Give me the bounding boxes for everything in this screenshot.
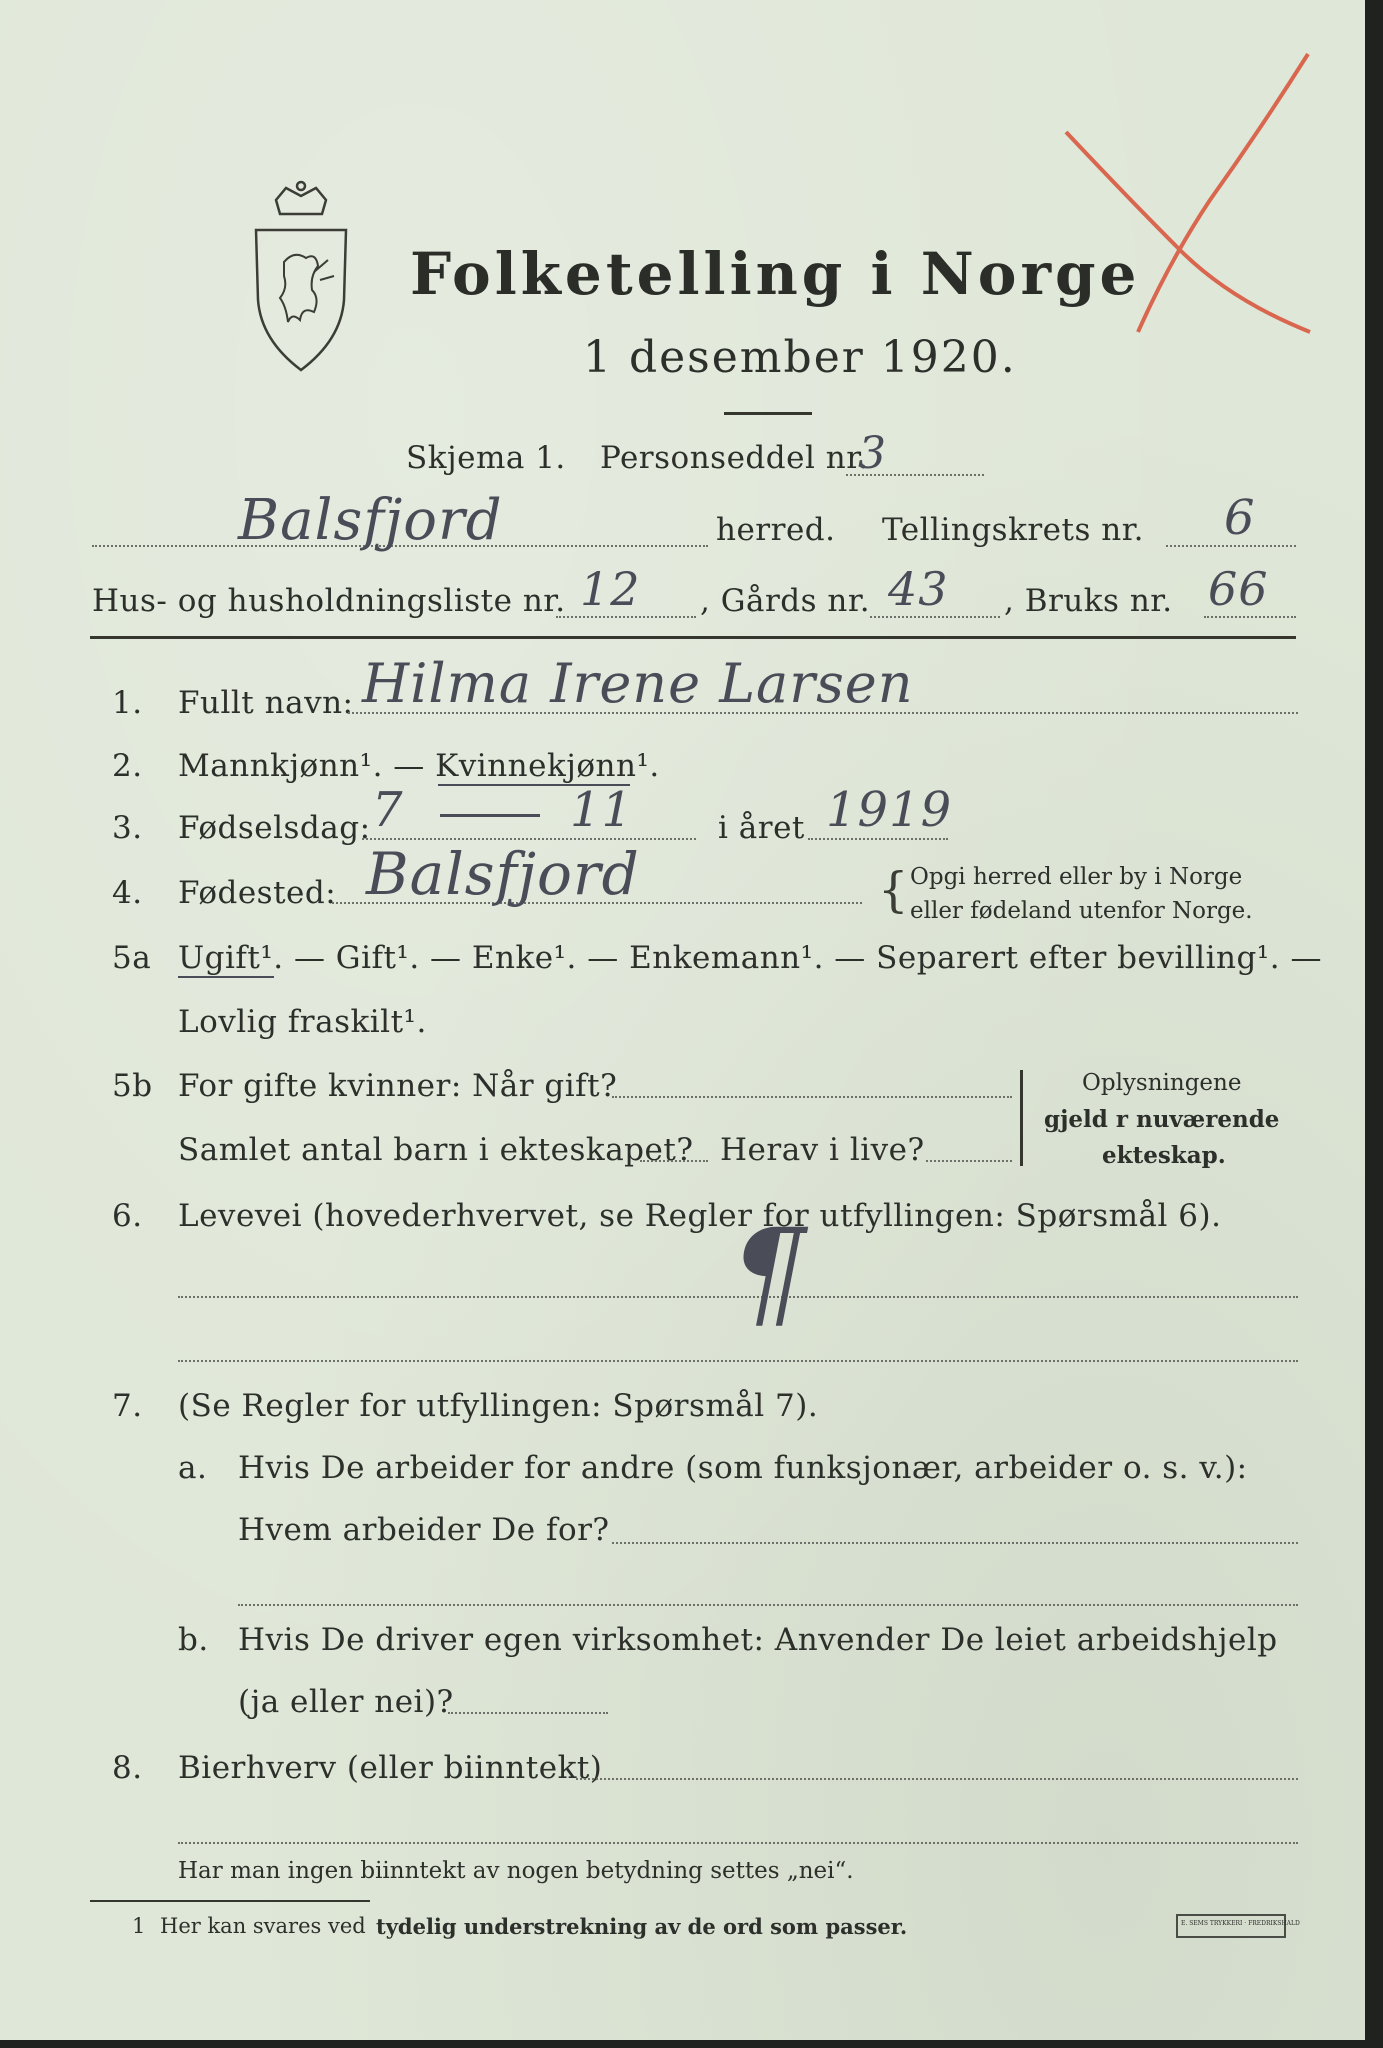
tellingskrets-value[interactable]: 6 xyxy=(1224,490,1256,546)
q3-dash xyxy=(440,814,540,817)
q5b-bracket xyxy=(1020,1070,1023,1166)
q5b-label-3: Herav i live? xyxy=(720,1132,925,1168)
personseddel-value[interactable]: 3 xyxy=(858,428,887,479)
q7a-label-2: Hvem arbeider De for? xyxy=(238,1512,610,1548)
q7-number: 7. xyxy=(112,1388,143,1424)
q5b-note-2: gjeld r nuværende xyxy=(1044,1106,1280,1133)
q4-birthplace[interactable]: Balsfjord xyxy=(366,840,640,908)
footnote-mark: 1 xyxy=(132,1914,146,1938)
q5b-children-line xyxy=(640,1160,708,1162)
gards-label: , Gårds nr. xyxy=(700,583,871,619)
norwegian-coat-of-arms-icon xyxy=(246,180,356,376)
form-date: 1 desember 1920. xyxy=(583,332,1017,383)
q7b-label-2: (ja eller nei)? xyxy=(238,1684,454,1720)
q5a-number: 5a xyxy=(112,940,152,976)
herred-label: herred. xyxy=(716,512,836,548)
personseddel-label: Personseddel nr. xyxy=(600,440,869,476)
q5a-label: Ugift¹. — Gift¹. — Enke¹. — Enkemann¹. — Separert efter bevilling¹. — xyxy=(178,940,1322,976)
q4-number: 4. xyxy=(112,875,143,911)
q5b-married-line xyxy=(612,1096,1012,1098)
footer-note: Har man ingen biinntekt av nogen betydning settes „nei“. xyxy=(178,1858,854,1884)
q3-year-line xyxy=(808,838,948,840)
q5b-label-2: Samlet antal barn i ekteskapet? xyxy=(178,1132,694,1168)
q1-full-name[interactable]: Hilma Irene Larsen xyxy=(362,652,914,715)
q7a-line-1 xyxy=(612,1542,1298,1544)
q7a-label: Hvis De arbeider for andre (som funksjonær, arbeider o. s. v.): xyxy=(238,1450,1248,1486)
q6-number: 6. xyxy=(112,1198,143,1234)
footnote-text-b: tydelig understrekning av de ord som passer. xyxy=(376,1914,908,1939)
q6-occupation[interactable]: ¶ xyxy=(730,1204,808,1343)
header-rule xyxy=(90,636,1296,639)
q5b-number: 5b xyxy=(112,1068,153,1104)
footnote-rule xyxy=(90,1900,370,1902)
q3-year-label: i året xyxy=(718,810,805,846)
cross-stroke-2 xyxy=(1138,54,1308,332)
q5a-label-2: Lovlig fraskilt¹. xyxy=(178,1004,427,1040)
q2-label: Mannkjønn¹. — Kvinnekjønn¹. xyxy=(178,748,660,784)
q4-note-2: eller fødeland utenfor Norge. xyxy=(910,898,1253,924)
q8-line-2 xyxy=(178,1842,1298,1844)
printer-stamp xyxy=(1176,1914,1300,1938)
q3-year[interactable]: 1919 xyxy=(826,782,953,838)
footnote-text-a: Her kan svares ved xyxy=(160,1914,366,1938)
q4-label: Fødested: xyxy=(178,875,337,911)
gards-value[interactable]: 43 xyxy=(888,562,949,616)
husholdning-line xyxy=(556,616,696,618)
q8-label: Bierhverv (eller biinntekt) xyxy=(178,1750,603,1786)
q3-month[interactable]: 11 xyxy=(570,782,634,838)
q6-label: Levevei (hovederhvervet, se Regler for utfyllingen: Spørsmål 6). xyxy=(178,1198,1222,1234)
q5b-note-3: ekteskap. xyxy=(1102,1142,1226,1169)
scan-edge-right xyxy=(1365,0,1383,2048)
q1-number: 1. xyxy=(112,685,143,721)
printer-stamp-text: E. SEMS TRYKKERI · FREDRIKSHALD xyxy=(1181,1920,1300,1927)
q3-label: Fødselsdag: xyxy=(178,810,371,846)
form-title: Folketelling i Norge xyxy=(410,240,1141,308)
husholdning-value[interactable]: 12 xyxy=(580,562,641,616)
q5a-ugift-underline xyxy=(178,976,274,978)
q6-line-2 xyxy=(178,1360,1298,1362)
q3-day[interactable]: 7 xyxy=(372,782,404,838)
herred-value[interactable]: Balsfjord xyxy=(238,488,503,553)
q4-note-1: Opgi herred eller by i Norge xyxy=(910,864,1243,890)
title-divider xyxy=(724,412,812,415)
q5b-label: For gifte kvinner: Når gift? xyxy=(178,1068,618,1104)
q7b-letter: b. xyxy=(178,1622,209,1658)
q8-line-1 xyxy=(576,1778,1298,1780)
q7a-line-2 xyxy=(238,1604,1298,1606)
skjema-label: Skjema 1. xyxy=(406,440,566,476)
tellingskrets-label: Tellingskrets nr. xyxy=(882,512,1144,548)
q4-brace: { xyxy=(878,862,909,918)
q7a-letter: a. xyxy=(178,1450,208,1486)
bruks-label: , Bruks nr. xyxy=(1004,583,1173,619)
q7b-line xyxy=(448,1712,608,1714)
q5b-alive-line xyxy=(926,1160,1012,1162)
q8-number: 8. xyxy=(112,1750,143,1786)
bruks-value[interactable]: 66 xyxy=(1208,562,1269,616)
q7b-label: Hvis De driver egen virksomhet: Anvender De leiet arbeidshjelp xyxy=(238,1622,1278,1658)
husholdning-label: Hus- og husholdningsliste nr. xyxy=(92,583,566,619)
scan-edge-bottom xyxy=(0,2040,1383,2048)
q3-number: 3. xyxy=(112,810,143,846)
q7-label: (Se Regler for utfyllingen: Spørsmål 7). xyxy=(178,1388,819,1424)
gards-line xyxy=(870,616,1000,618)
q2-number: 2. xyxy=(112,748,143,784)
bruks-line xyxy=(1204,616,1296,618)
q1-label: Fullt navn: xyxy=(178,685,354,721)
q5b-note-1: Oplysningene xyxy=(1082,1070,1242,1096)
